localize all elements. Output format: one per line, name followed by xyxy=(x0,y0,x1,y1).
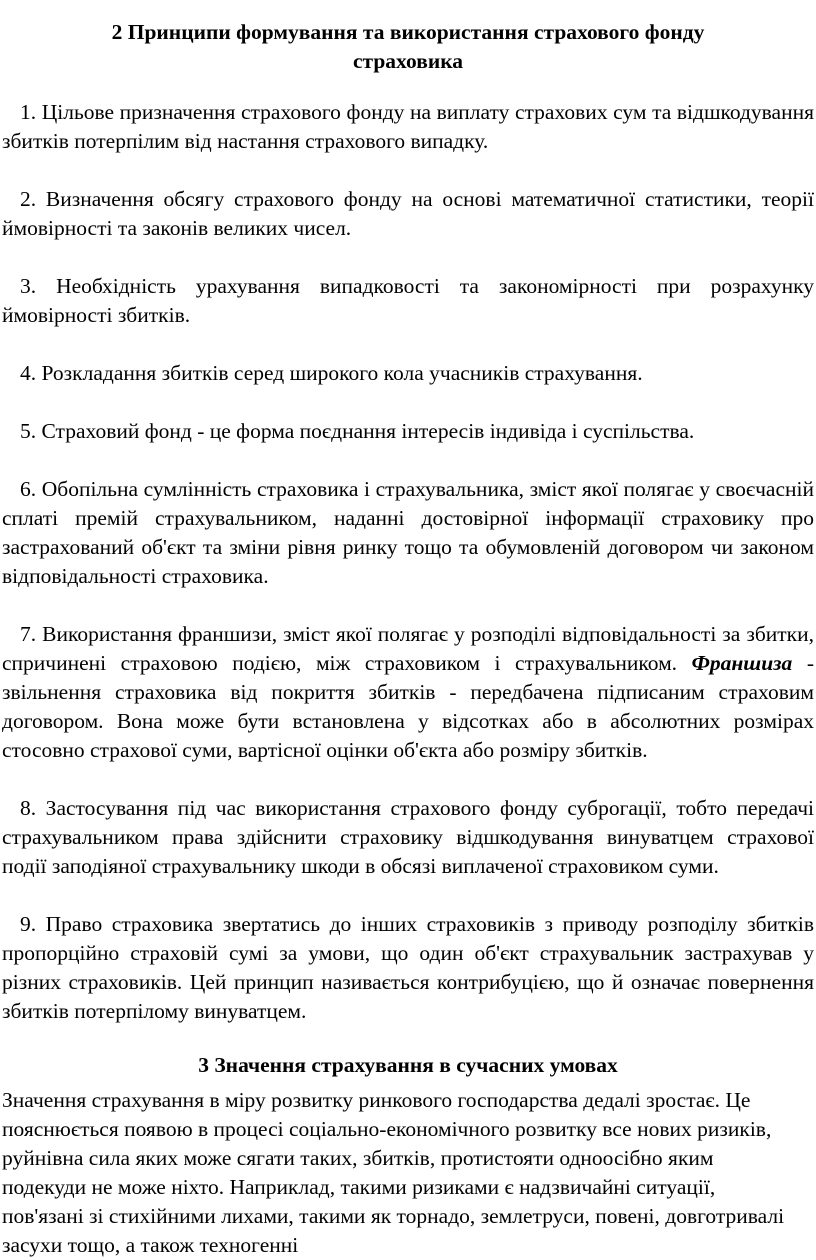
principle-2: 2. Визначення обсягу страхового фонду на основі математичної статистики, теорії ймовірності та законів великих чисел. xyxy=(2,187,814,240)
principle-5: 5. Страховий фонд - це форма поєднання інтересів індивіда і суспільства. xyxy=(20,419,695,443)
section-3 xyxy=(2,1051,814,1260)
principle-9: 9. Право страховика звертатись до інших страховиків з приводу розподілу збитків пропорційно страховій сумі за умови, що один об'єкт страхувальник застрахував у різних страховиків. Цей принцип називається контрибуцією, що й означає повернення збитків потерпілому винуватцем. xyxy=(2,912,814,1023)
section-3-body: Значення страхування в міру розвитку ринкового господарства дедалі зростає. Це пояснюється появою в процесі соціально-економічного розвитку все нових ризиків, руйнівна сила яких може сягати таких, збитків, протистояти одноосібно яким подекуди не може ніхто. Наприклад, такими ризиками є надзвичайні ситуації, пов'язані зі стихійними лихами, такими як торнадо, землетруси, повені, довготривалі засухи тощо, а також техногенні xyxy=(2,1088,785,1257)
principle-7 xyxy=(2,620,814,765)
section-3-title: 3 Значення страхування в сучасних умовах xyxy=(198,1053,618,1077)
principle-3: 3. Необхідність урахування випадковості та закономірності при розрахунку ймовірності збитків. xyxy=(2,274,814,327)
principle-8: 8. Застосування під час використання страхового фонду суброгації, тобто передачі страхувальником права здійснити страховику відшкодування винуватцем страхової події заподіяної страхувальнику шкоди в обсязі виплаченої страховиком суми. xyxy=(2,796,814,878)
section-2-title-line2: страховика xyxy=(352,49,464,73)
principle-4: 4. Розкладання збитків серед широкого кола учасників страхування. xyxy=(20,361,643,385)
principle-7-text: 7. Використання франшизи, зміст якої полягає у розподілі відповідальності за збитки, спричинені страховою подією, між страховиком і страхувальником. xyxy=(2,622,814,675)
principle-6: 6. Обопільна сумлінність страховика і страхувальника, зміст якої полягає у своєчасній сплаті премій страхувальником, наданні достовірної інформації страховику про застрахований об'єкт та зміни рівня ринку тощо та обумовленій договором чи законом відповідальності страховика. xyxy=(2,477,814,588)
document-page xyxy=(2,18,814,1260)
section-2-title xyxy=(2,18,814,76)
section-2-title-line1: 2 Принципи формування та використання страхового фонду xyxy=(111,20,705,44)
franchise-definition: - звільнення страховика від покриття збитків - передбачена підписаним страховим договором. Вона може бути встановлена у відсотках або в абсолютних розмірах стосовно страхової суми, вартісної оцінки об'єкта або розміру збитків. xyxy=(2,651,814,762)
franchise-term: Франшиза xyxy=(691,651,793,675)
principle-1: 1. Цільове призначення страхового фонду на виплату страхових сум та відшкодування збитків потерпілим від настання страхового випадку. xyxy=(2,100,814,153)
